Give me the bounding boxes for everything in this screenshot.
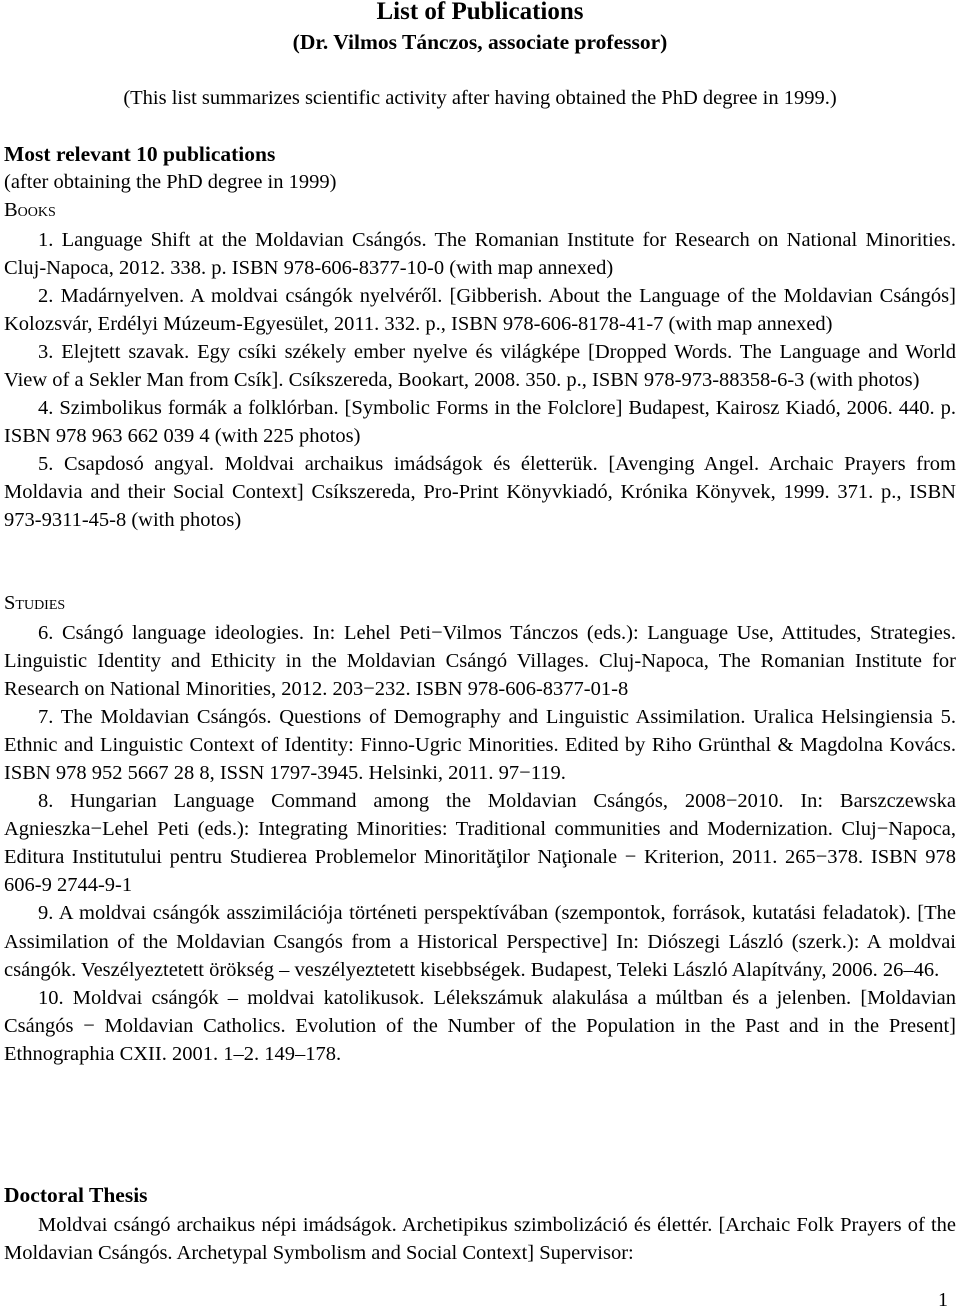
study-entry-6: 6. Csángó language ideologies. In: Lehel Peti−Vilmos Tánczos (eds.): Language Use, Attitudes, Strategies. Linguistic Identity and Ethicity in the Moldavian Csángó Villages. Cluj-Napoca, The Romanian Institute for Research on National Minorities, 2012. 203−232. ISBN 978-606-8377-01-8 (4, 622, 956, 701)
page-title: List of Publications (376, 0, 584, 25)
relevant-subheading: (after obtaining the PhD degree in 1999) (4, 171, 337, 193)
thesis-block (4, 1211, 956, 1267)
book-entry-4: 4. Szimbolikus formák a folklórban. [Symbolic Forms in the Folclore] Budapest, Kairosz Kiadó, 2006. 440. p. ISBN 978 963 662 039 4 (with 225 photos) (4, 397, 956, 448)
book-entry-5: 5. Csapdosó angyal. Moldvai archaikus imádságok és életterük. [Avenging Angel. Archaic Prayers from Moldavia and their Social Context] Csíkszereda, Pro-Print Könyvkiadó, Krónika Könyvek, 1999. 371. p., ISBN 973-9311-45-8 (with photos) (4, 453, 956, 532)
book-entry-2: 2. Madárnyelven. A moldvai csángók nyelvéről. [Gibberish. About the Language of the Moldavian Csángós] Kolozsvár, Erdélyi Múzeum-Egyesület, 2011. 332. p., ISBN 978-606-8178-41-7 (with map annexed) (4, 285, 956, 336)
book-entry-3: 3. Elejtett szavak. Egy csíki székely ember nyelve és világképe [Dropped Words. The Language and World View of a Sekler Man from Csík]. Csíkszereda, Bookart, 2008. 350. p., ISBN 978-973-88358-6-3 (with photos) (4, 341, 956, 392)
intro-note: (This list summarizes scientific activity after having obtained the PhD degree in 1999.) (123, 87, 837, 109)
relevant-heading: Most relevant 10 publications (4, 142, 276, 166)
books-heading: Books (4, 199, 56, 221)
study-entry-10: 10. Moldvai csángók – moldvai katolikusok. Lélekszámuk alakulása a múltban és a jelenben. [Moldavian Csángós − Moldavian Catholics. Evolution of the Number of the Population in the Past and in the Present] Ethnographia CXII. 2001. 1–2. 149–178. (4, 986, 956, 1065)
study-entry-7: 7. The Moldavian Csángós. Questions of Demography and Linguistic Assimilation. Uralica Helsingiensia 5. Ethnic and Linguistic Context of Identity: Finno-Ugric Minorities. Edited by Riho Grünthal & Magdolna Kovács. ISBN 978 952 5667 28 8, ISSN 1797-3945. Helsinki, 2011. 97−119. (4, 706, 956, 785)
page-number: 1 (938, 1289, 948, 1311)
studies-heading: Studies (4, 592, 66, 614)
studies-list (4, 619, 956, 1068)
book-entry-1: 1. Language Shift at the Moldavian Csángós. The Romanian Institute for Research on National Minorities. Cluj-Napoca, 2012. 338. p. ISBN 978-606-8377-10-0 (with map annexed) (4, 229, 956, 280)
books-list (4, 226, 956, 535)
study-entry-8: 8. Hungarian Language Command among the Moldavian Csángós, 2008−2010. In: Barszczewska Agnieszka−Lehel Peti (eds.): Integrating Minorities: Traditional communities and Modernization. Cluj−Napoca, Editura Institutului pentru Studierea Problemelor Minorităţilor Naţionale − Kriterion, 2011. 265−378. ISBN 978 606-9 2744-9-1 (4, 790, 956, 897)
thesis-heading: Doctoral Thesis (4, 1183, 148, 1207)
study-entry-9: 9. A moldvai csángók asszimilációja történeti perspektívában (szempontok, források, kutatási feladatok). [The Assimilation of the Moldavian Csangós from a Historical Perspective] In: Diószegi László (szerk.): A moldvai csángók. Veszélyeztetett örökség – veszélyeztetett kisebbségek. Budapest, Teleki László Alapítvány, 2006. 26–46. (4, 902, 956, 981)
page-subtitle: (Dr. Vilmos Tánczos, associate professor) (292, 30, 668, 54)
thesis-text: Moldvai csángó archaikus népi imádságok. Archetipikus szimbolizáció és élettér. [Archaic Folk Prayers of the Moldavian Csángós. Archetypal Symbolism and Social Context] Supervisor: (4, 1214, 956, 1265)
